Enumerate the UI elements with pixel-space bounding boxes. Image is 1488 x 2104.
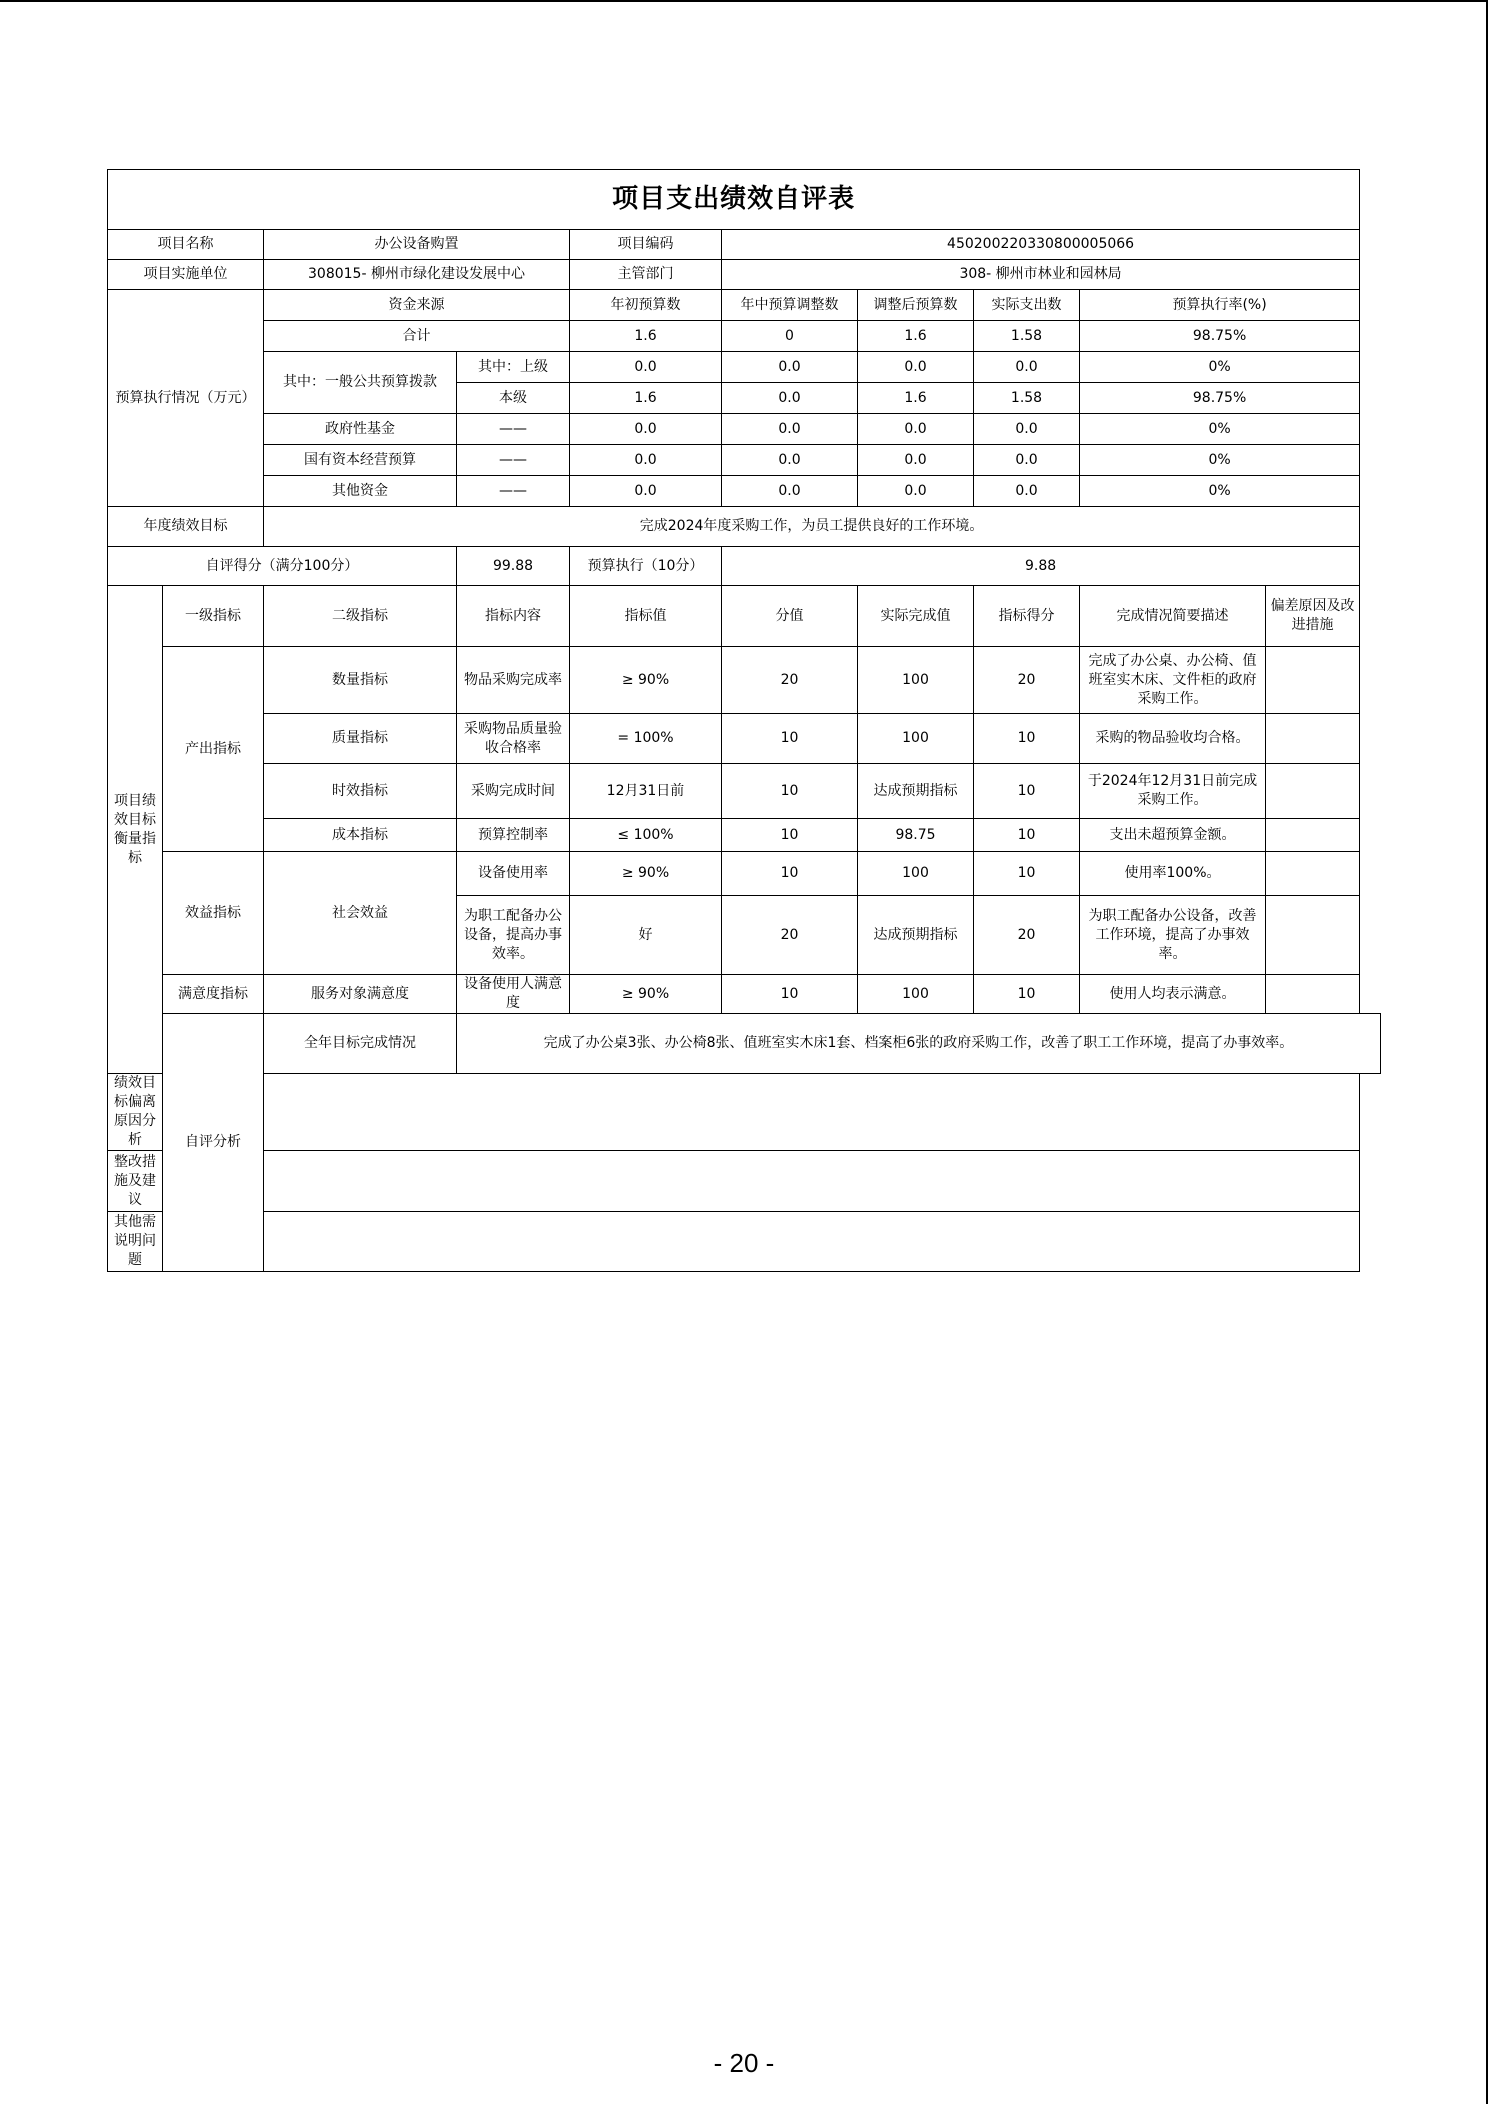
- budget-row-sublabel: ——: [457, 445, 570, 476]
- indicator-level2: 质量指标: [264, 714, 457, 764]
- budget-row-sublabel: 本级: [457, 383, 570, 414]
- indicator-deviation: [1266, 852, 1360, 896]
- page-number: - 20 -: [713, 2048, 775, 2078]
- indicator-score: 10: [974, 975, 1080, 1014]
- top-border-line: [0, 0, 1488, 2]
- self-eval-text: [264, 1074, 1360, 1151]
- self-eval-row: [108, 1151, 1381, 1212]
- budget-cell: 0.0: [974, 476, 1080, 507]
- satisfaction-indicator-label: 满意度指标: [163, 975, 264, 1014]
- budget-cell: 0.0: [858, 476, 974, 507]
- indicator-header-actual: 实际完成值: [858, 586, 974, 647]
- indicator-deviation: [1266, 764, 1360, 819]
- self-eval-label: 全年目标完成情况: [264, 1014, 457, 1074]
- indicator-target: 好: [570, 896, 722, 975]
- indicator-actual: 100: [858, 852, 974, 896]
- indicator-header-target: 指标值: [570, 586, 722, 647]
- indicator-desc: 采购的物品验收均合格。: [1080, 714, 1266, 764]
- table-title: 项目支出绩效自评表: [108, 170, 1360, 230]
- indicator-content: 预算控制率: [457, 819, 570, 852]
- indicator-deviation: [1266, 647, 1360, 714]
- indicator-score: 10: [974, 819, 1080, 852]
- budget-row-sublabel: 其中：上级: [457, 352, 570, 383]
- budget-row-label: 国有资本经营预算: [264, 445, 457, 476]
- budget-cell: 1.6: [858, 321, 974, 352]
- budget-cell: 98.75%: [1080, 321, 1360, 352]
- indicator-row: [108, 647, 1381, 714]
- indicator-header-deviation: 偏差原因及改进措施: [1266, 586, 1360, 647]
- indicator-target: = 100%: [570, 714, 722, 764]
- indicator-target: ≤ 100%: [570, 819, 722, 852]
- indicator-desc: 支出未超预算金额。: [1080, 819, 1266, 852]
- self-eval-section-label: 自评分析: [163, 1014, 264, 1272]
- self-score-label: 自评得分（满分100分）: [108, 547, 457, 586]
- budget-cell: 0%: [1080, 352, 1360, 383]
- indicator-header-level1: 一级指标: [163, 586, 264, 647]
- budget-row-superior: [108, 352, 1381, 383]
- indicator-level2: 成本指标: [264, 819, 457, 852]
- indicator-content: 采购完成时间: [457, 764, 570, 819]
- indicator-content: 设备使用率: [457, 852, 570, 896]
- budget-row-label: 其他资金: [264, 476, 457, 507]
- budget-row-gov-fund: [108, 414, 1381, 445]
- budget-cell: 0.0: [570, 476, 722, 507]
- project-name-label: 项目名称: [108, 230, 264, 260]
- indicator-target: ≥ 90%: [570, 647, 722, 714]
- indicator-weight: 10: [722, 819, 858, 852]
- indicator-level2: 服务对象满意度: [264, 975, 457, 1014]
- budget-cell: 0%: [1080, 476, 1360, 507]
- indicator-actual: 达成预期指标: [858, 764, 974, 819]
- budget-cell: 1.6: [570, 321, 722, 352]
- indicator-score: 20: [974, 647, 1080, 714]
- indicator-actual: 100: [858, 647, 974, 714]
- indicator-actual: 100: [858, 975, 974, 1014]
- benefit-indicator-label: 效益指标: [163, 852, 264, 975]
- social-benefit-label: 社会效益: [264, 852, 457, 975]
- indicator-score: 10: [974, 764, 1080, 819]
- self-eval-row: [108, 1074, 1381, 1151]
- unit-value: 308015- 柳州市绿化建设发展中心: [264, 260, 570, 290]
- indicator-header-score: 指标得分: [974, 586, 1080, 647]
- budget-cell: 0: [722, 321, 858, 352]
- budget-cell: 0.0: [974, 414, 1080, 445]
- indicator-deviation: [1266, 896, 1360, 975]
- project-name-value: 办公设备购置: [264, 230, 570, 260]
- self-eval-row: [108, 1014, 1381, 1074]
- budget-header-initial: 年初预算数: [570, 290, 722, 321]
- indicator-row: [108, 714, 1381, 764]
- self-eval-text: [264, 1151, 1360, 1212]
- indicator-content: 物品采购完成率: [457, 647, 570, 714]
- output-indicator-label: 产出指标: [163, 647, 264, 852]
- budget-general-label: 其中：一般公共预算拨款: [264, 352, 457, 414]
- budget-cell: 0.0: [722, 445, 858, 476]
- budget-cell: 0.0: [858, 352, 974, 383]
- budget-header-source: 资金来源: [264, 290, 570, 321]
- dept-label: 主管部门: [570, 260, 722, 290]
- annual-goal-label: 年度绩效目标: [108, 507, 264, 547]
- indicator-level2: 数量指标: [264, 647, 457, 714]
- budget-cell: 0%: [1080, 414, 1360, 445]
- indicator-score: 20: [974, 896, 1080, 975]
- budget-cell: 0.0: [570, 352, 722, 383]
- budget-cell: 0.0: [722, 352, 858, 383]
- budget-row-other: [108, 476, 1381, 507]
- indicator-weight: 10: [722, 764, 858, 819]
- indicator-level2: 时效指标: [264, 764, 457, 819]
- budget-cell: 1.6: [858, 383, 974, 414]
- performance-evaluation-table: [107, 169, 1381, 1272]
- budget-header-rate: 预算执行率(%): [1080, 290, 1360, 321]
- budget-cell: 0.0: [858, 414, 974, 445]
- budget-exec-value: 9.88: [722, 547, 1360, 586]
- indicator-actual: 98.75: [858, 819, 974, 852]
- indicator-section-label: 项目绩效目标衡量指标: [108, 586, 163, 1074]
- annual-goal-text: 完成2024年度采购工作，为员工提供良好的工作环境。: [264, 507, 1360, 547]
- indicator-target: ≥ 90%: [570, 975, 722, 1014]
- indicator-desc: 为职工配备办公设备，改善工作环境，提高了办事效率。: [1080, 896, 1266, 975]
- indicator-actual: 100: [858, 714, 974, 764]
- indicator-weight: 10: [722, 714, 858, 764]
- indicator-weight: 20: [722, 896, 858, 975]
- budget-row-state-capital: [108, 445, 1381, 476]
- budget-exec-label: 预算执行（10分）: [570, 547, 722, 586]
- indicator-row: [108, 764, 1381, 819]
- budget-cell: 0%: [1080, 445, 1360, 476]
- self-eval-label: 其他需说明问题: [108, 1212, 163, 1272]
- indicator-deviation: [1266, 975, 1360, 1014]
- budget-cell: 0.0: [974, 352, 1080, 383]
- budget-cell: 0.0: [722, 414, 858, 445]
- indicator-header-level2: 二级指标: [264, 586, 457, 647]
- indicator-content: 为职工配备办公设备，提高办事效率。: [457, 896, 570, 975]
- indicator-target: 12月31日前: [570, 764, 722, 819]
- indicator-deviation: [1266, 714, 1360, 764]
- indicator-weight: 10: [722, 975, 858, 1014]
- indicator-weight: 20: [722, 647, 858, 714]
- indicator-actual: 达成预期指标: [858, 896, 974, 975]
- indicator-target: ≥ 90%: [570, 852, 722, 896]
- budget-cell: 0.0: [858, 445, 974, 476]
- dept-value: 308- 柳州市林业和园林局: [722, 260, 1360, 290]
- budget-row-label: 政府性基金: [264, 414, 457, 445]
- indicator-desc: 完成了办公桌、办公椅、值班室实木床、文件柜的政府采购工作。: [1080, 647, 1266, 714]
- self-eval-row: [108, 1212, 1381, 1272]
- indicator-score: 10: [974, 714, 1080, 764]
- indicator-header-weight: 分值: [722, 586, 858, 647]
- indicator-row: [108, 975, 1381, 1014]
- project-code-value: 450200220330800005066: [722, 230, 1360, 260]
- budget-cell: 0.0: [974, 445, 1080, 476]
- self-eval-text: [264, 1212, 1360, 1272]
- indicator-deviation: [1266, 819, 1360, 852]
- budget-cell: 0.0: [570, 445, 722, 476]
- indicator-weight: 10: [722, 852, 858, 896]
- budget-cell: 1.6: [570, 383, 722, 414]
- indicator-content: 采购物品质量验收合格率: [457, 714, 570, 764]
- indicator-row: [108, 819, 1381, 852]
- budget-row-sublabel: ——: [457, 476, 570, 507]
- indicator-desc: 使用率100%。: [1080, 852, 1266, 896]
- indicator-score: 10: [974, 852, 1080, 896]
- unit-label: 项目实施单位: [108, 260, 264, 290]
- budget-header-adjusted: 调整后预算数: [858, 290, 974, 321]
- budget-section-label: 预算执行情况（万元）: [108, 290, 264, 507]
- budget-cell: 0.0: [722, 383, 858, 414]
- budget-row-sublabel: ——: [457, 414, 570, 445]
- budget-cell: 1.58: [974, 321, 1080, 352]
- indicator-row: [108, 852, 1381, 896]
- indicator-desc: 使用人均表示满意。: [1080, 975, 1266, 1014]
- indicator-header-content: 指标内容: [457, 586, 570, 647]
- budget-row-label: 合计: [264, 321, 570, 352]
- self-eval-text: 完成了办公桌3张、办公椅8张、值班室实木床1套、档案柜6张的政府采购工作，改善了职工工作环境，提高了办事效率。: [457, 1014, 1381, 1074]
- budget-cell: 1.58: [974, 383, 1080, 414]
- budget-cell: 0.0: [722, 476, 858, 507]
- budget-header-actual: 实际支出数: [974, 290, 1080, 321]
- project-code-label: 项目编码: [570, 230, 722, 260]
- indicator-desc: 于2024年12月31日前完成采购工作。: [1080, 764, 1266, 819]
- indicator-header-desc: 完成情况简要描述: [1080, 586, 1266, 647]
- self-score-value: 99.88: [457, 547, 570, 586]
- indicator-content: 设备使用人满意度: [457, 975, 570, 1014]
- self-eval-label: 整改措施及建议: [108, 1151, 163, 1212]
- budget-cell: 0.0: [570, 414, 722, 445]
- self-eval-label: 绩效目标偏离原因分析: [108, 1074, 163, 1151]
- budget-row-total: [108, 321, 1381, 352]
- budget-header-midyear: 年中预算调整数: [722, 290, 858, 321]
- budget-cell: 98.75%: [1080, 383, 1360, 414]
